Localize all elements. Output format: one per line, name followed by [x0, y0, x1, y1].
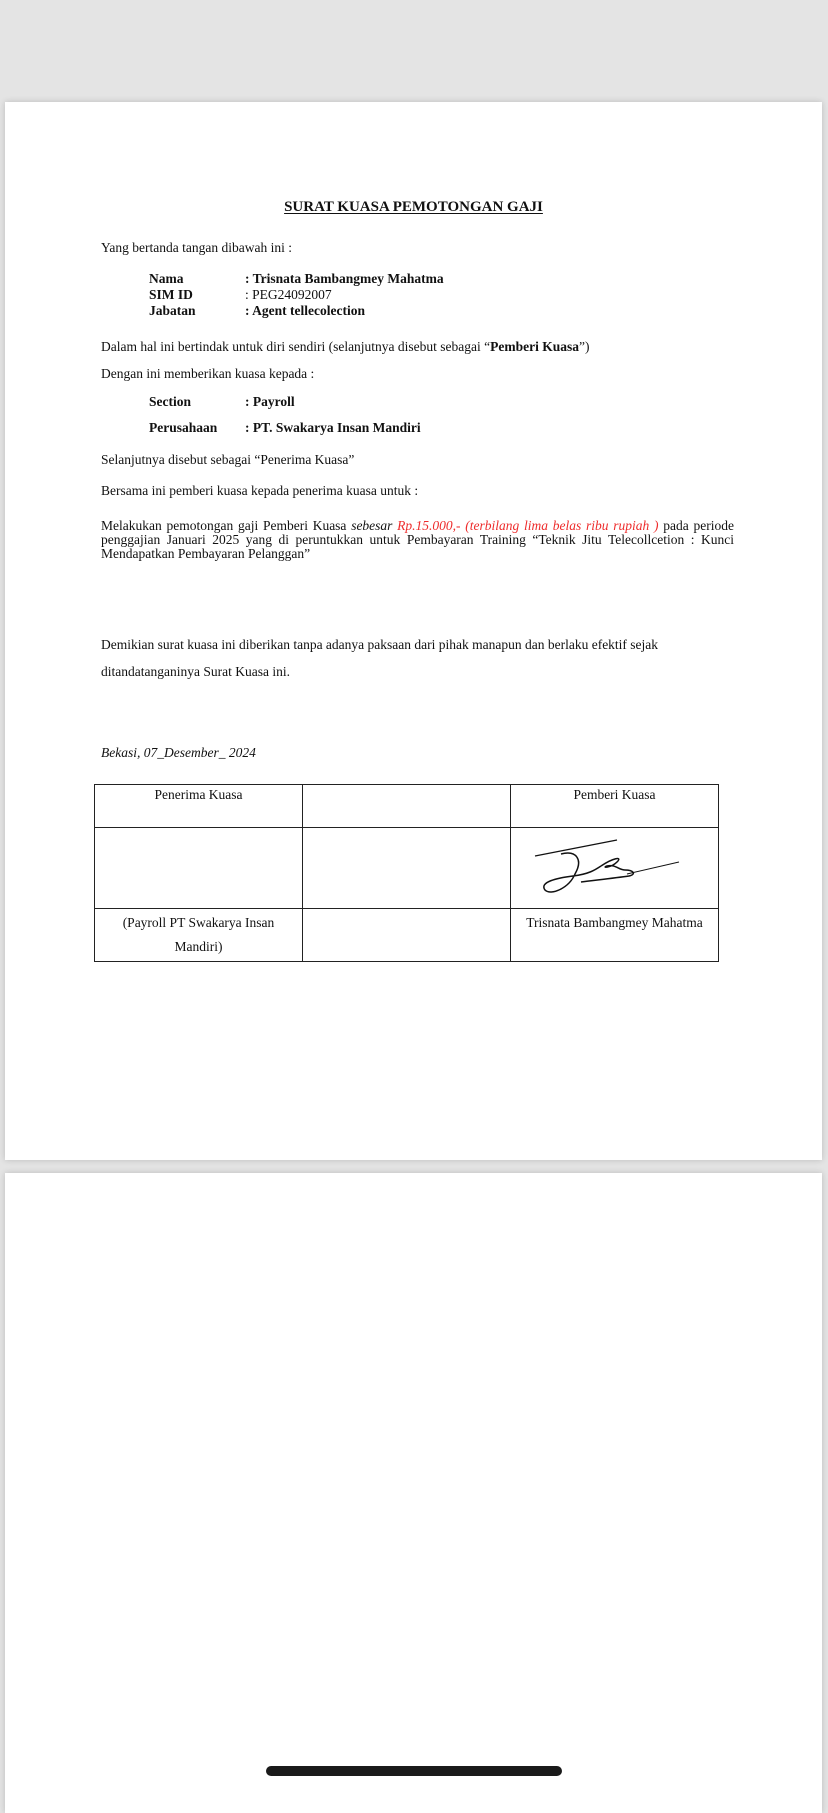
field-value-nama: : Trisnata Bambangmey Mahatma [245, 271, 444, 286]
handwritten-signature-icon [515, 830, 715, 910]
name-pemberi-kuasa: Trisnata Bambangmey Mahatma [511, 909, 719, 962]
deduction-paragraph [101, 519, 734, 561]
place-date: Bekasi, 07_Desember_ 2024 [101, 745, 256, 760]
field-value-jabatan: : Agent tellecolection [245, 303, 365, 318]
grant-intro: Dengan ini memberikan kuasa kepada : [101, 366, 315, 381]
grantee-alias: Selanjutnya disebut sebagai “Penerima Kuasa” [101, 452, 355, 467]
home-indicator[interactable] [266, 1766, 562, 1776]
signature-table-sign-row [95, 828, 719, 909]
purpose-intro: Bersama ini pemberi kuasa kepada penerima kuasa untuk : [101, 483, 419, 498]
signature-table-name-row [95, 909, 719, 962]
sign-cell-middle [303, 828, 511, 909]
intro-text: Yang bertanda tangan dibawah ini : [101, 240, 292, 255]
name-middle [303, 909, 511, 962]
signature-table-header-row [95, 785, 719, 828]
field-label-jabatan: Jabatan [149, 303, 196, 318]
acting-bold: Pemberi Kuasa [490, 339, 580, 354]
closing-line-1: Demikian surat kuasa ini diberikan tanpa adanya paksaan dari pihak manapun dan berlaku efektif sejak [101, 637, 659, 652]
field-label-section: Section [149, 394, 191, 409]
name-penerima-kuasa: (Payroll PT Swakarya Insan Mandiri) [95, 909, 303, 962]
field-label-sim-id: SIM ID [149, 287, 193, 302]
deduction-suffix: pada periode penggajian Januari 2025 yang di peruntukkan untuk Pembayaran Training “Teknik Jitu Telecollcetion : Kunci Mendapatkan Pembayaran Pelanggan” [101, 518, 735, 561]
closing-line-2: ditandatanganinya Surat Kuasa ini. [101, 664, 290, 679]
field-value-sim-id: : PEG24092007 [245, 287, 332, 302]
field-label-nama: Nama [149, 271, 184, 286]
header-pemberi-kuasa: Pemberi Kuasa [511, 785, 719, 828]
deduction-prefix: Melakukan pemotongan gaji Pemberi Kuasa [101, 518, 352, 533]
field-value-perusahaan: : PT. Swakarya Insan Mandiri [245, 420, 421, 435]
document-title: SURAT KUASA PEMOTONGAN GAJI [284, 199, 543, 215]
deduction-italic: sebesar [351, 518, 393, 533]
acting-suffix: ”) [579, 339, 590, 354]
field-value-section: : Payroll [245, 394, 295, 409]
header-middle [303, 785, 511, 828]
field-label-perusahaan: Perusahaan [149, 420, 218, 435]
acting-prefix: Dalam hal ini bertindak untuk diri sendiri (selanjutnya disebut sebagai “ [101, 339, 491, 354]
acting-statement [101, 339, 590, 355]
header-penerima-kuasa: Penerima Kuasa [95, 785, 303, 828]
document-page-2 [5, 1173, 822, 1813]
sign-cell-penerima [95, 828, 303, 909]
deduction-amount: Rp.15.000,- (terbilang lima belas ribu rupiah ) [392, 518, 659, 533]
signature-table [94, 784, 719, 962]
sign-cell-pemberi [511, 828, 719, 909]
document-page-1 [5, 102, 822, 1160]
